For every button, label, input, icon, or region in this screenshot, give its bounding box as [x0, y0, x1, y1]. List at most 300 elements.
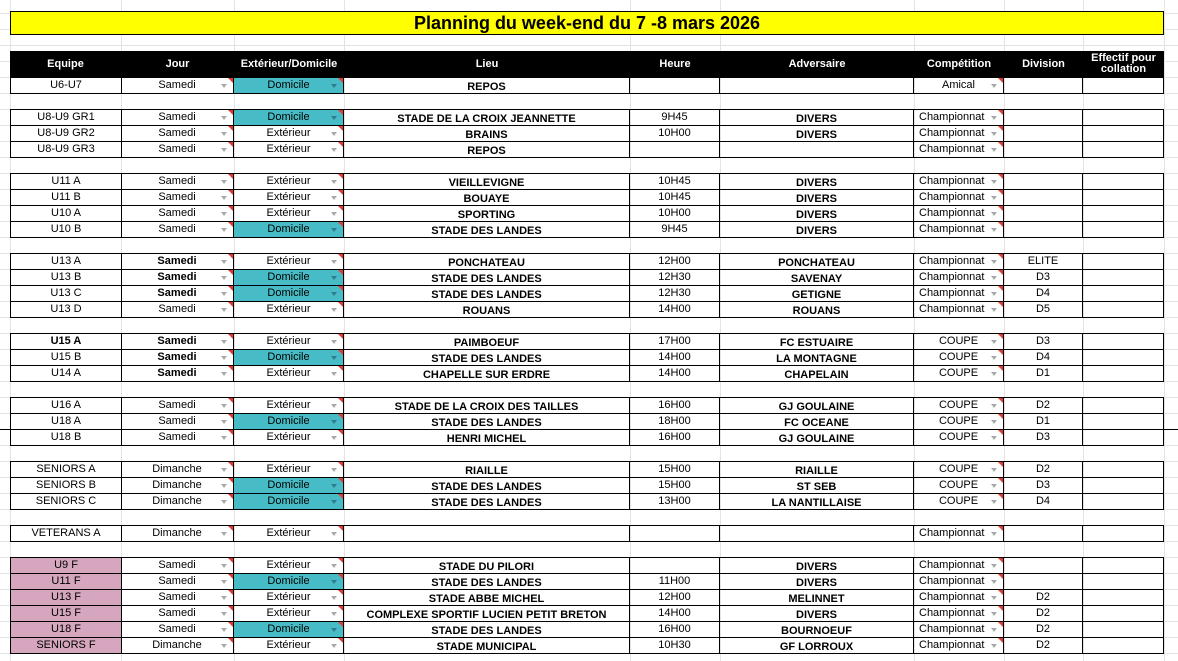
- division-cell[interactable]: [1004, 590, 1083, 606]
- dropdown-arrow-icon[interactable]: [221, 404, 227, 408]
- header-division[interactable]: Division: [1022, 57, 1065, 70]
- division-cell[interactable]: [1004, 622, 1083, 638]
- dropdown-arrow-icon[interactable]: [991, 196, 997, 200]
- division-cell[interactable]: [1004, 126, 1083, 142]
- lieu-cell[interactable]: [344, 430, 630, 446]
- effectif-cell[interactable]: [1083, 574, 1164, 590]
- equipe-cell[interactable]: [10, 206, 122, 222]
- equipe-cell[interactable]: [10, 77, 122, 94]
- dropdown-arrow-icon[interactable]: [221, 308, 227, 312]
- equipe-cell[interactable]: [10, 574, 122, 590]
- equipe-cell[interactable]: [10, 638, 122, 654]
- heure-cell[interactable]: [630, 253, 720, 270]
- jour-cell[interactable]: [121, 461, 234, 478]
- dropdown-arrow-icon[interactable]: [991, 356, 997, 360]
- division-cell[interactable]: [1004, 525, 1083, 542]
- jour-cell[interactable]: [121, 590, 234, 606]
- heure-cell[interactable]: [630, 142, 720, 158]
- division-cell[interactable]: [1004, 142, 1083, 158]
- lieu-type-cell[interactable]: [234, 397, 344, 414]
- heure-cell[interactable]: [630, 190, 720, 206]
- effectif-cell[interactable]: [1083, 109, 1164, 126]
- dropdown-arrow-icon[interactable]: [991, 116, 997, 120]
- dropdown-arrow-icon[interactable]: [331, 436, 337, 440]
- equipe-cell[interactable]: [10, 253, 122, 270]
- lieu-type-cell[interactable]: [234, 190, 344, 206]
- adversaire-cell[interactable]: [720, 253, 914, 270]
- equipe-cell[interactable]: [10, 430, 122, 446]
- lieu-cell[interactable]: [344, 622, 630, 638]
- jour-cell[interactable]: [121, 366, 234, 382]
- jour-cell[interactable]: [121, 190, 234, 206]
- dropdown-arrow-icon[interactable]: [331, 180, 337, 184]
- adversaire-cell[interactable]: [720, 302, 914, 318]
- dropdown-arrow-icon[interactable]: [991, 644, 997, 648]
- dropdown-arrow-icon[interactable]: [991, 292, 997, 296]
- jour-cell[interactable]: [121, 574, 234, 590]
- heure-cell[interactable]: [630, 286, 720, 302]
- equipe-cell[interactable]: [10, 397, 122, 414]
- adversaire-cell[interactable]: [720, 430, 914, 446]
- adversaire-cell[interactable]: [720, 350, 914, 366]
- competition-cell[interactable]: [914, 525, 1004, 542]
- equipe-cell[interactable]: [10, 494, 122, 510]
- effectif-cell[interactable]: [1083, 206, 1164, 222]
- heure-cell[interactable]: [630, 173, 720, 190]
- division-cell[interactable]: [1004, 397, 1083, 414]
- dropdown-arrow-icon[interactable]: [331, 356, 337, 360]
- jour-cell[interactable]: [121, 430, 234, 446]
- equipe-cell[interactable]: [10, 606, 122, 622]
- jour-cell[interactable]: [121, 109, 234, 126]
- dropdown-arrow-icon[interactable]: [221, 212, 227, 216]
- adversaire-cell[interactable]: [720, 478, 914, 494]
- heure-cell[interactable]: [630, 206, 720, 222]
- dropdown-arrow-icon[interactable]: [331, 596, 337, 600]
- adversaire-cell[interactable]: [720, 126, 914, 142]
- effectif-cell[interactable]: [1083, 366, 1164, 382]
- lieu-type-cell[interactable]: [234, 590, 344, 606]
- dropdown-arrow-icon[interactable]: [331, 292, 337, 296]
- header-lieu[interactable]: Lieu: [475, 57, 499, 70]
- effectif-cell[interactable]: [1083, 494, 1164, 510]
- dropdown-arrow-icon[interactable]: [221, 132, 227, 136]
- competition-cell[interactable]: [914, 109, 1004, 126]
- dropdown-arrow-icon[interactable]: [221, 292, 227, 296]
- lieu-cell[interactable]: [344, 222, 630, 238]
- effectif-cell[interactable]: [1083, 253, 1164, 270]
- competition-cell[interactable]: [914, 286, 1004, 302]
- competition-cell[interactable]: [914, 574, 1004, 590]
- competition-cell[interactable]: [914, 461, 1004, 478]
- header-equipe[interactable]: Equipe: [47, 57, 84, 70]
- lieu-cell[interactable]: [344, 366, 630, 382]
- dropdown-arrow-icon[interactable]: [221, 644, 227, 648]
- competition-cell[interactable]: [914, 397, 1004, 414]
- header-exterieur-domicile[interactable]: Extérieur/Domicile: [240, 57, 338, 70]
- lieu-cell[interactable]: [344, 638, 630, 654]
- division-cell[interactable]: [1004, 109, 1083, 126]
- dropdown-arrow-icon[interactable]: [221, 564, 227, 568]
- lieu-type-cell[interactable]: [234, 478, 344, 494]
- lieu-type-cell[interactable]: [234, 77, 344, 94]
- effectif-cell[interactable]: [1083, 638, 1164, 654]
- dropdown-arrow-icon[interactable]: [991, 180, 997, 184]
- dropdown-arrow-icon[interactable]: [221, 276, 227, 280]
- competition-cell[interactable]: [914, 430, 1004, 446]
- dropdown-arrow-icon[interactable]: [221, 340, 227, 344]
- dropdown-arrow-icon[interactable]: [221, 196, 227, 200]
- equipe-cell[interactable]: [10, 350, 122, 366]
- equipe-cell[interactable]: [10, 590, 122, 606]
- lieu-type-cell[interactable]: [234, 622, 344, 638]
- jour-cell[interactable]: [121, 350, 234, 366]
- dropdown-arrow-icon[interactable]: [331, 532, 337, 536]
- division-cell[interactable]: [1004, 350, 1083, 366]
- division-cell[interactable]: [1004, 574, 1083, 590]
- lieu-cell[interactable]: [344, 590, 630, 606]
- adversaire-cell[interactable]: [720, 333, 914, 350]
- lieu-cell[interactable]: [344, 190, 630, 206]
- dropdown-arrow-icon[interactable]: [991, 84, 997, 88]
- adversaire-cell[interactable]: [720, 109, 914, 126]
- dropdown-arrow-icon[interactable]: [991, 228, 997, 232]
- competition-cell[interactable]: [914, 190, 1004, 206]
- lieu-type-cell[interactable]: [234, 606, 344, 622]
- competition-cell[interactable]: [914, 77, 1004, 94]
- equipe-cell[interactable]: [10, 333, 122, 350]
- header-adversaire[interactable]: Adversaire: [788, 57, 846, 70]
- dropdown-arrow-icon[interactable]: [991, 308, 997, 312]
- dropdown-arrow-icon[interactable]: [991, 580, 997, 584]
- dropdown-arrow-icon[interactable]: [331, 468, 337, 472]
- division-cell[interactable]: [1004, 638, 1083, 654]
- dropdown-arrow-icon[interactable]: [991, 436, 997, 440]
- jour-cell[interactable]: [121, 142, 234, 158]
- lieu-cell[interactable]: [344, 302, 630, 318]
- competition-cell[interactable]: [914, 478, 1004, 494]
- dropdown-arrow-icon[interactable]: [991, 404, 997, 408]
- dropdown-arrow-icon[interactable]: [331, 276, 337, 280]
- competition-cell[interactable]: [914, 173, 1004, 190]
- header-heure[interactable]: Heure: [659, 57, 691, 70]
- equipe-cell[interactable]: [10, 190, 122, 206]
- lieu-type-cell[interactable]: [234, 286, 344, 302]
- effectif-cell[interactable]: [1083, 270, 1164, 286]
- lieu-cell[interactable]: [344, 109, 630, 126]
- jour-cell[interactable]: [121, 414, 234, 430]
- dropdown-arrow-icon[interactable]: [331, 84, 337, 88]
- lieu-type-cell[interactable]: [234, 638, 344, 654]
- lieu-type-cell[interactable]: [234, 222, 344, 238]
- lieu-cell[interactable]: [344, 77, 630, 94]
- dropdown-arrow-icon[interactable]: [331, 580, 337, 584]
- lieu-type-cell[interactable]: [234, 173, 344, 190]
- jour-cell[interactable]: [121, 270, 234, 286]
- effectif-cell[interactable]: [1083, 557, 1164, 574]
- jour-cell[interactable]: [121, 606, 234, 622]
- lieu-cell[interactable]: [344, 397, 630, 414]
- competition-cell[interactable]: [914, 206, 1004, 222]
- competition-cell[interactable]: [914, 494, 1004, 510]
- sheet-title[interactable]: Planning du week-end du 7 -8 mars 2026: [10, 11, 1164, 35]
- lieu-cell[interactable]: [344, 270, 630, 286]
- lieu-type-cell[interactable]: [234, 557, 344, 574]
- competition-cell[interactable]: [914, 253, 1004, 270]
- heure-cell[interactable]: [630, 638, 720, 654]
- dropdown-arrow-icon[interactable]: [331, 564, 337, 568]
- dropdown-arrow-icon[interactable]: [331, 132, 337, 136]
- division-cell[interactable]: [1004, 222, 1083, 238]
- adversaire-cell[interactable]: [720, 222, 914, 238]
- division-cell[interactable]: [1004, 270, 1083, 286]
- competition-cell[interactable]: [914, 622, 1004, 638]
- dropdown-arrow-icon[interactable]: [221, 356, 227, 360]
- heure-cell[interactable]: [630, 622, 720, 638]
- lieu-type-cell[interactable]: [234, 126, 344, 142]
- jour-cell[interactable]: [121, 638, 234, 654]
- equipe-cell[interactable]: [10, 270, 122, 286]
- heure-cell[interactable]: [630, 606, 720, 622]
- heure-cell[interactable]: [630, 461, 720, 478]
- dropdown-arrow-icon[interactable]: [331, 308, 337, 312]
- lieu-type-cell[interactable]: [234, 350, 344, 366]
- competition-cell[interactable]: [914, 333, 1004, 350]
- lieu-cell[interactable]: [344, 350, 630, 366]
- adversaire-cell[interactable]: [720, 286, 914, 302]
- division-cell[interactable]: [1004, 190, 1083, 206]
- dropdown-arrow-icon[interactable]: [221, 484, 227, 488]
- dropdown-arrow-icon[interactable]: [331, 148, 337, 152]
- header-jour[interactable]: Jour: [165, 57, 190, 70]
- lieu-cell[interactable]: [344, 206, 630, 222]
- dropdown-arrow-icon[interactable]: [221, 372, 227, 376]
- effectif-cell[interactable]: [1083, 222, 1164, 238]
- adversaire-cell[interactable]: [720, 190, 914, 206]
- dropdown-arrow-icon[interactable]: [221, 580, 227, 584]
- jour-cell[interactable]: [121, 253, 234, 270]
- effectif-cell[interactable]: [1083, 525, 1164, 542]
- lieu-type-cell[interactable]: [234, 461, 344, 478]
- equipe-cell[interactable]: [10, 126, 122, 142]
- heure-cell[interactable]: [630, 333, 720, 350]
- competition-cell[interactable]: [914, 366, 1004, 382]
- adversaire-cell[interactable]: [720, 574, 914, 590]
- equipe-cell[interactable]: [10, 461, 122, 478]
- dropdown-arrow-icon[interactable]: [991, 596, 997, 600]
- lieu-cell[interactable]: [344, 574, 630, 590]
- lieu-type-cell[interactable]: [234, 366, 344, 382]
- dropdown-arrow-icon[interactable]: [331, 612, 337, 616]
- dropdown-arrow-icon[interactable]: [991, 484, 997, 488]
- heure-cell[interactable]: [630, 557, 720, 574]
- lieu-cell[interactable]: [344, 494, 630, 510]
- dropdown-arrow-icon[interactable]: [331, 628, 337, 632]
- dropdown-arrow-icon[interactable]: [991, 132, 997, 136]
- adversaire-cell[interactable]: [720, 525, 914, 542]
- jour-cell[interactable]: [121, 557, 234, 574]
- heure-cell[interactable]: [630, 366, 720, 382]
- effectif-cell[interactable]: [1083, 461, 1164, 478]
- effectif-cell[interactable]: [1083, 190, 1164, 206]
- lieu-type-cell[interactable]: [234, 206, 344, 222]
- division-cell[interactable]: [1004, 430, 1083, 446]
- equipe-cell[interactable]: [10, 109, 122, 126]
- lieu-type-cell[interactable]: [234, 109, 344, 126]
- heure-cell[interactable]: [630, 494, 720, 510]
- header-effectif[interactable]: Effectif pour collation: [1091, 52, 1156, 75]
- lieu-cell[interactable]: [344, 142, 630, 158]
- jour-cell[interactable]: [121, 286, 234, 302]
- lieu-cell[interactable]: [344, 606, 630, 622]
- dropdown-arrow-icon[interactable]: [991, 260, 997, 264]
- dropdown-arrow-icon[interactable]: [331, 404, 337, 408]
- equipe-cell[interactable]: [10, 557, 122, 574]
- dropdown-arrow-icon[interactable]: [221, 628, 227, 632]
- lieu-type-cell[interactable]: [234, 414, 344, 430]
- dropdown-arrow-icon[interactable]: [991, 612, 997, 616]
- heure-cell[interactable]: [630, 430, 720, 446]
- heure-cell[interactable]: [630, 126, 720, 142]
- jour-cell[interactable]: [121, 222, 234, 238]
- effectif-cell[interactable]: [1083, 478, 1164, 494]
- dropdown-arrow-icon[interactable]: [221, 116, 227, 120]
- adversaire-cell[interactable]: [720, 494, 914, 510]
- dropdown-arrow-icon[interactable]: [221, 468, 227, 472]
- dropdown-arrow-icon[interactable]: [221, 148, 227, 152]
- division-cell[interactable]: [1004, 478, 1083, 494]
- dropdown-arrow-icon[interactable]: [991, 340, 997, 344]
- equipe-cell[interactable]: [10, 414, 122, 430]
- dropdown-arrow-icon[interactable]: [991, 148, 997, 152]
- dropdown-arrow-icon[interactable]: [991, 468, 997, 472]
- effectif-cell[interactable]: [1083, 142, 1164, 158]
- effectif-cell[interactable]: [1083, 286, 1164, 302]
- heure-cell[interactable]: [630, 478, 720, 494]
- lieu-type-cell[interactable]: [234, 142, 344, 158]
- adversaire-cell[interactable]: [720, 173, 914, 190]
- heure-cell[interactable]: [630, 414, 720, 430]
- competition-cell[interactable]: [914, 414, 1004, 430]
- adversaire-cell[interactable]: [720, 606, 914, 622]
- dropdown-arrow-icon[interactable]: [221, 612, 227, 616]
- division-cell[interactable]: [1004, 461, 1083, 478]
- equipe-cell[interactable]: [10, 525, 122, 542]
- lieu-type-cell[interactable]: [234, 333, 344, 350]
- competition-cell[interactable]: [914, 606, 1004, 622]
- jour-cell[interactable]: [121, 397, 234, 414]
- lieu-cell[interactable]: [344, 286, 630, 302]
- dropdown-arrow-icon[interactable]: [221, 436, 227, 440]
- dropdown-arrow-icon[interactable]: [991, 532, 997, 536]
- lieu-cell[interactable]: [344, 461, 630, 478]
- lieu-cell[interactable]: [344, 478, 630, 494]
- heure-cell[interactable]: [630, 397, 720, 414]
- adversaire-cell[interactable]: [720, 622, 914, 638]
- header-competition[interactable]: Compétition: [926, 57, 992, 70]
- effectif-cell[interactable]: [1083, 126, 1164, 142]
- dropdown-arrow-icon[interactable]: [221, 420, 227, 424]
- adversaire-cell[interactable]: [720, 270, 914, 286]
- dropdown-arrow-icon[interactable]: [221, 532, 227, 536]
- adversaire-cell[interactable]: [720, 366, 914, 382]
- equipe-cell[interactable]: [10, 142, 122, 158]
- lieu-type-cell[interactable]: [234, 494, 344, 510]
- adversaire-cell[interactable]: [720, 414, 914, 430]
- heure-cell[interactable]: [630, 222, 720, 238]
- equipe-cell[interactable]: [10, 622, 122, 638]
- dropdown-arrow-icon[interactable]: [331, 116, 337, 120]
- division-cell[interactable]: [1004, 414, 1083, 430]
- effectif-cell[interactable]: [1083, 590, 1164, 606]
- dropdown-arrow-icon[interactable]: [331, 484, 337, 488]
- effectif-cell[interactable]: [1083, 77, 1164, 94]
- heure-cell[interactable]: [630, 350, 720, 366]
- effectif-cell[interactable]: [1083, 333, 1164, 350]
- division-cell[interactable]: [1004, 333, 1083, 350]
- jour-cell[interactable]: [121, 126, 234, 142]
- dropdown-arrow-icon[interactable]: [991, 564, 997, 568]
- lieu-type-cell[interactable]: [234, 302, 344, 318]
- dropdown-arrow-icon[interactable]: [221, 260, 227, 264]
- competition-cell[interactable]: [914, 222, 1004, 238]
- equipe-cell[interactable]: [10, 366, 122, 382]
- dropdown-arrow-icon[interactable]: [331, 260, 337, 264]
- lieu-type-cell[interactable]: [234, 574, 344, 590]
- dropdown-arrow-icon[interactable]: [221, 228, 227, 232]
- lieu-cell[interactable]: [344, 414, 630, 430]
- lieu-cell[interactable]: [344, 173, 630, 190]
- effectif-cell[interactable]: [1083, 397, 1164, 414]
- division-cell[interactable]: [1004, 366, 1083, 382]
- dropdown-arrow-icon[interactable]: [221, 180, 227, 184]
- adversaire-cell[interactable]: [720, 397, 914, 414]
- jour-cell[interactable]: [121, 494, 234, 510]
- dropdown-arrow-icon[interactable]: [331, 372, 337, 376]
- lieu-type-cell[interactable]: [234, 430, 344, 446]
- dropdown-arrow-icon[interactable]: [991, 276, 997, 280]
- dropdown-arrow-icon[interactable]: [331, 644, 337, 648]
- heure-cell[interactable]: [630, 270, 720, 286]
- equipe-cell[interactable]: [10, 173, 122, 190]
- division-cell[interactable]: [1004, 206, 1083, 222]
- heure-cell[interactable]: [630, 109, 720, 126]
- dropdown-arrow-icon[interactable]: [331, 228, 337, 232]
- heure-cell[interactable]: [630, 590, 720, 606]
- adversaire-cell[interactable]: [720, 590, 914, 606]
- dropdown-arrow-icon[interactable]: [991, 628, 997, 632]
- jour-cell[interactable]: [121, 525, 234, 542]
- effectif-cell[interactable]: [1083, 430, 1164, 446]
- dropdown-arrow-icon[interactable]: [221, 500, 227, 504]
- lieu-cell[interactable]: [344, 126, 630, 142]
- jour-cell[interactable]: [121, 333, 234, 350]
- adversaire-cell[interactable]: [720, 77, 914, 94]
- jour-cell[interactable]: [121, 302, 234, 318]
- jour-cell[interactable]: [121, 622, 234, 638]
- competition-cell[interactable]: [914, 350, 1004, 366]
- lieu-type-cell[interactable]: [234, 270, 344, 286]
- adversaire-cell[interactable]: [720, 638, 914, 654]
- adversaire-cell[interactable]: [720, 557, 914, 574]
- competition-cell[interactable]: [914, 302, 1004, 318]
- competition-cell[interactable]: [914, 126, 1004, 142]
- dropdown-arrow-icon[interactable]: [331, 212, 337, 216]
- lieu-cell[interactable]: [344, 253, 630, 270]
- dropdown-arrow-icon[interactable]: [991, 420, 997, 424]
- division-cell[interactable]: [1004, 173, 1083, 190]
- lieu-cell[interactable]: [344, 525, 630, 542]
